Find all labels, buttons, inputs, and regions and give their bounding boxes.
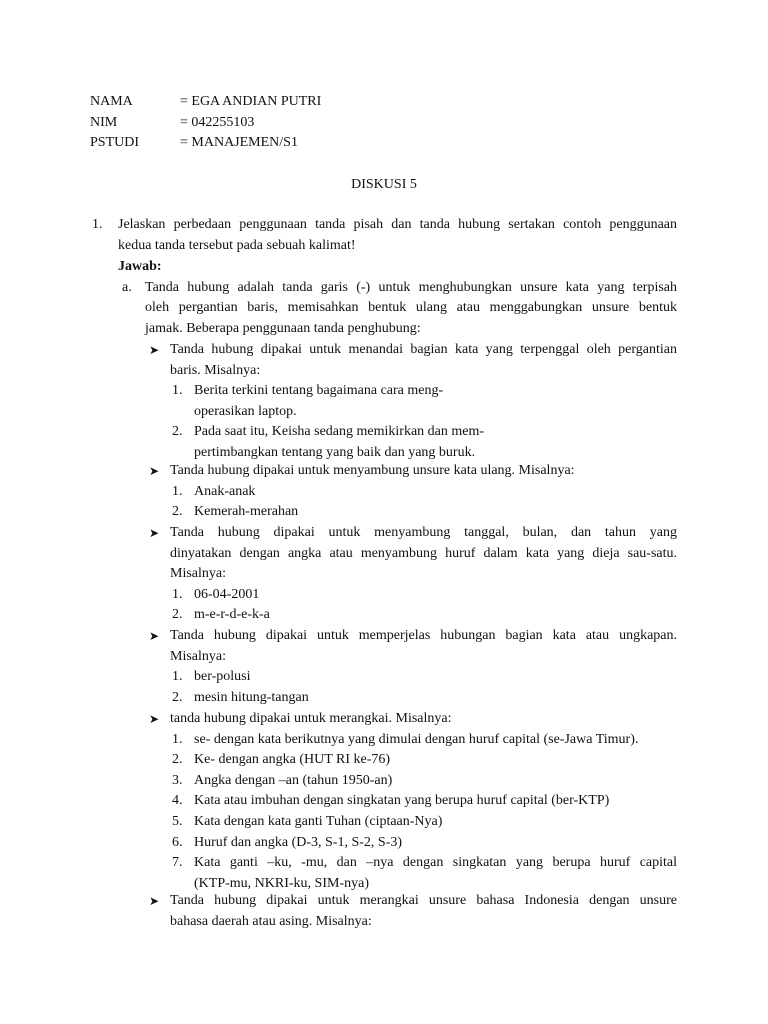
part-a-letter: a. [122,280,132,295]
list-item-text: Huruf dan angka (D-3, S-1, S-2, S-3) [194,834,403,850]
pstudi-label: PSTUDI [90,135,140,150]
bullet-text-line: Misalnya: [170,648,226,664]
list-item-text: Kata ganti –ku, -mu, dan –nya dengan singkatan yang berupa huruf capital [194,855,677,871]
bullet-text-line: bahasa daerah atau asing. Misalnya: [170,913,372,929]
question-number: 1. [92,217,103,232]
bullet-text-line: Tanda hubung dipakai untuk menandai bagian kata yang terpenggal oleh pergantian [170,342,677,357]
nama-label: NAMA [90,94,133,109]
list-item-number: 2. [172,424,183,440]
bullet-text-line: baris. Misalnya: [170,362,261,378]
document-title: DISKUSI 5 [351,177,417,192]
list-item-text: ber-polusi [194,669,251,685]
question-text-line-2: kedua tanda tersebut pada sebuah kalimat! [118,238,356,253]
nim-value: = 042255103 [180,115,255,130]
bullet-text-line: dinyatakan dengan angka atau menyambung huruf dalam kata yang dieja sau-satu. [170,545,677,561]
list-item-text: (KTP-mu, NKRI-ku, SIM-nya) [194,875,369,891]
list-item-text: Ke- dengan angka (HUT RI ke-76) [194,752,391,768]
question-text-line-1: Jelaskan perbedaan penggunaan tanda pisah dan tanda hubung sertakan contoh penggunaan [118,217,677,232]
nama-value: = EGA ANDIAN PUTRI [180,94,322,109]
part-a-line-3: jamak. Beberapa penggunaan tanda penghubung: [145,321,421,336]
list-item-number: 6. [172,834,183,850]
list-item-text: m-e-r-d-e-k-a [194,607,270,623]
arrowhead-bullet-icon: ➤ [149,894,160,908]
arrowhead-bullet-icon: ➤ [149,464,160,478]
bullet-text-line: Tanda hubung dipakai untuk menyambung unsure kata ulang. Misalnya: [170,463,575,478]
list-item-number: 2. [172,689,183,705]
list-item-text: Berita terkini tentang bagaimana cara meng- [194,383,444,399]
part-a-line-2: oleh pergantian baris, memisahkan bentuk ulang atau menggabungkan unsure bentuk [145,300,677,315]
list-item-text: pertimbangkan tentang yang baik dan yang buruk. [194,445,476,460]
bullet-text-line: Misalnya: [170,566,226,582]
list-item-number: 2. [172,607,183,623]
bullet-text-line: Tanda hubung dipakai untuk memperjelas hubungan bagian kata atau ungkapan. [170,628,677,643]
list-item-text: se- dengan kata berikutnya yang dimulai dengan huruf capital (se-Jawa Timur). [194,731,639,747]
list-item-text: operasikan laptop. [194,403,297,419]
answer-label: Jawab: [118,259,162,274]
pstudi-value: = MANAJEMEN/S1 [180,135,298,150]
nim-label: NIM [90,115,118,130]
list-item-text: Kata atau imbuhan dengan singkatan yang berupa huruf capital (ber-KTP) [194,793,610,809]
list-item-number: 2. [172,504,183,520]
list-item-number: 5. [172,814,183,829]
list-item-text: Pada saat itu, Keisha sedang memikirkan dan mem- [194,424,485,440]
bullet-text-line: tanda hubung dipakai untuk merangkai. Misalnya: [170,711,452,726]
list-item-text: 06-04-2001 [194,586,260,602]
list-item-number: 1. [172,383,183,399]
list-item-number: 4. [172,793,183,809]
list-item-text: Kata dengan kata ganti Tuhan (ciptaan-Nya) [194,814,443,829]
list-item-text: Kemerah-merahan [194,504,299,520]
arrowhead-bullet-icon: ➤ [149,712,160,726]
list-item-number: 2. [172,752,183,768]
arrowhead-bullet-icon: ➤ [149,343,160,357]
list-item-text: Anak-anak [194,483,256,499]
arrowhead-bullet-icon: ➤ [149,629,160,643]
bullet-text-line: Tanda hubung dipakai untuk menyambung tanggal, bulan, dan tahun yang [170,525,677,540]
list-item-number: 1. [172,483,183,499]
list-item-text: Angka dengan –an (tahun 1950-an) [194,772,393,788]
list-item-text: mesin hitung-tangan [194,689,309,705]
part-a-line-1: Tanda hubung adalah tanda garis (-) untuk menghubungkan unsure kata yang terpisah [145,280,677,295]
list-item-number: 1. [172,731,183,747]
list-item-number: 1. [172,586,183,602]
list-item-number: 1. [172,669,183,685]
list-item-number: 3. [172,772,183,788]
arrowhead-bullet-icon: ➤ [149,526,160,540]
bullet-text-line: Tanda hubung dipakai untuk merangkai unsure bahasa Indonesia dengan unsure [170,893,677,908]
list-item-number: 7. [172,855,183,871]
